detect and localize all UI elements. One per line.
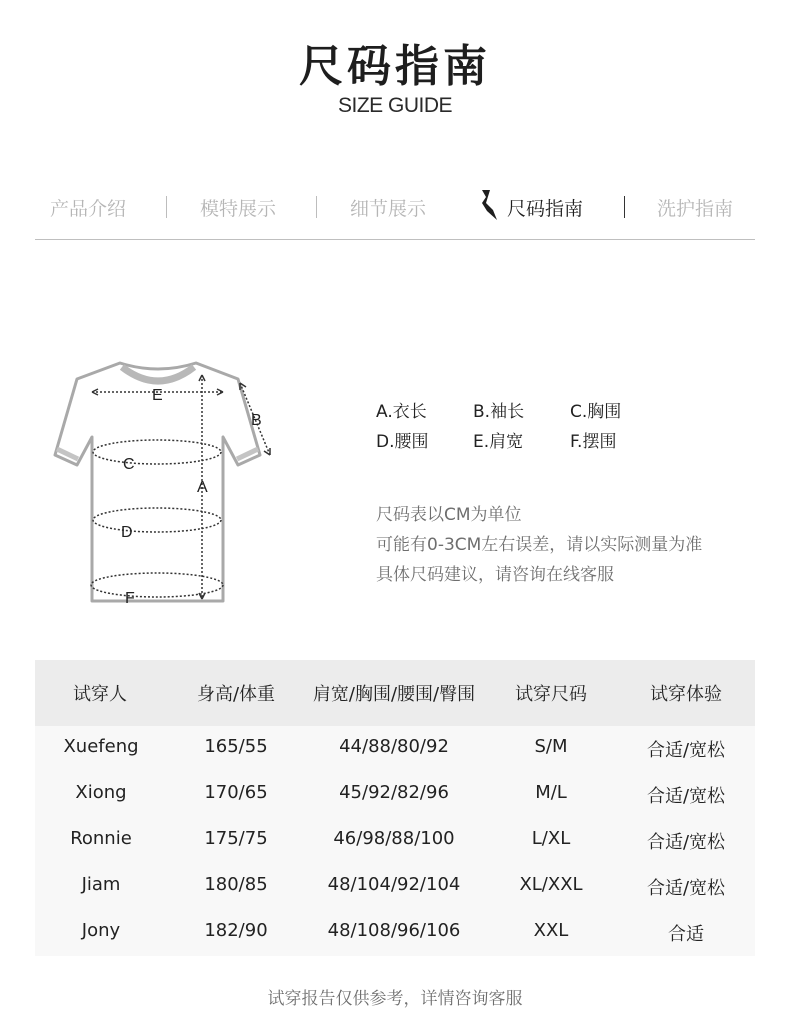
tab-divider [316,196,317,218]
cell-fit: 合适 [668,924,704,945]
column-header: 试穿尺码 [515,684,587,705]
tab-care-guide[interactable]: 洗护指南 [657,198,734,220]
legend-f: F.摆围 [570,432,617,452]
cell-measurements: 46/98/88/100 [333,828,455,849]
cell-fit: 合适/宽松 [646,740,726,761]
tshirt-measurement-diagram [50,355,280,615]
cell-size: L/XL [531,828,571,849]
note-unit: 尺码表以CM为单位 [376,505,522,525]
cell-height-weight: 182/90 [204,920,268,941]
cell-tester: Ronnie [70,828,132,849]
label-a: A [197,479,208,496]
cell-measurements: 48/104/92/104 [327,874,461,895]
cell-tester: Xiong [75,782,127,803]
footer-note: 试穿报告仅供参考，详情咨询客服 [267,989,523,1009]
cell-tester: Jony [81,920,121,941]
cell-fit: 合适/宽松 [646,878,726,899]
section-tabs [35,186,755,226]
tabs-divider-line [35,239,755,240]
legend-a: A.衣长 [376,402,427,422]
legend-d: D.腰围 [376,432,429,452]
cell-size: M/L [535,782,567,803]
cell-height-weight: 175/75 [204,828,268,849]
label-f: F [125,590,135,607]
cell-measurements: 45/92/82/96 [339,782,449,803]
tab-model-show[interactable]: 模特展示 [200,198,277,220]
legend-c: C.胸围 [570,402,622,422]
note-service: 具体尺码建议，请咨询在线客服 [376,565,614,585]
legend-b: B.袖长 [473,402,525,422]
cell-measurements: 44/88/80/92 [339,736,449,757]
tab-size-guide[interactable]: 尺码指南 [507,198,584,220]
label-e: E [152,387,163,404]
cell-height-weight: 170/65 [204,782,268,803]
cell-size: S/M [534,736,568,757]
cell-tester: Xuefeng [63,736,139,757]
cell-measurements: 48/108/96/106 [327,920,461,941]
cell-size: XXL [533,920,569,941]
cell-height-weight: 180/85 [204,874,268,895]
cell-height-weight: 165/55 [204,736,268,757]
cell-tester: Jiam [81,874,121,895]
fit-report-table [35,726,755,956]
label-c: C [123,456,135,473]
cell-size: XL/XXL [519,874,583,895]
column-header: 试穿体验 [650,684,722,705]
cell-fit: 合适/宽松 [646,832,726,853]
table-header [35,660,755,726]
cell-fit: 合适/宽松 [646,786,726,807]
lightning-icon [479,188,499,222]
label-b: B [251,412,262,429]
tab-divider [166,196,167,218]
column-header: 身高/体重 [196,684,276,705]
page-subtitle: SIZE GUIDE [337,94,453,117]
column-header: 试穿人 [73,684,127,705]
tab-divider [624,196,625,218]
note-tolerance: 可能有0-3CM左右误差，请以实际测量为准 [376,535,703,555]
column-header: 肩宽/胸围/腰围/臀围 [312,684,476,705]
tab-product-intro[interactable]: 产品介绍 [50,198,127,220]
tab-detail-show[interactable]: 细节展示 [350,198,427,220]
page-title: 尺码指南 [299,41,491,92]
label-d: D [121,524,133,541]
legend-e: E.肩宽 [473,432,524,452]
